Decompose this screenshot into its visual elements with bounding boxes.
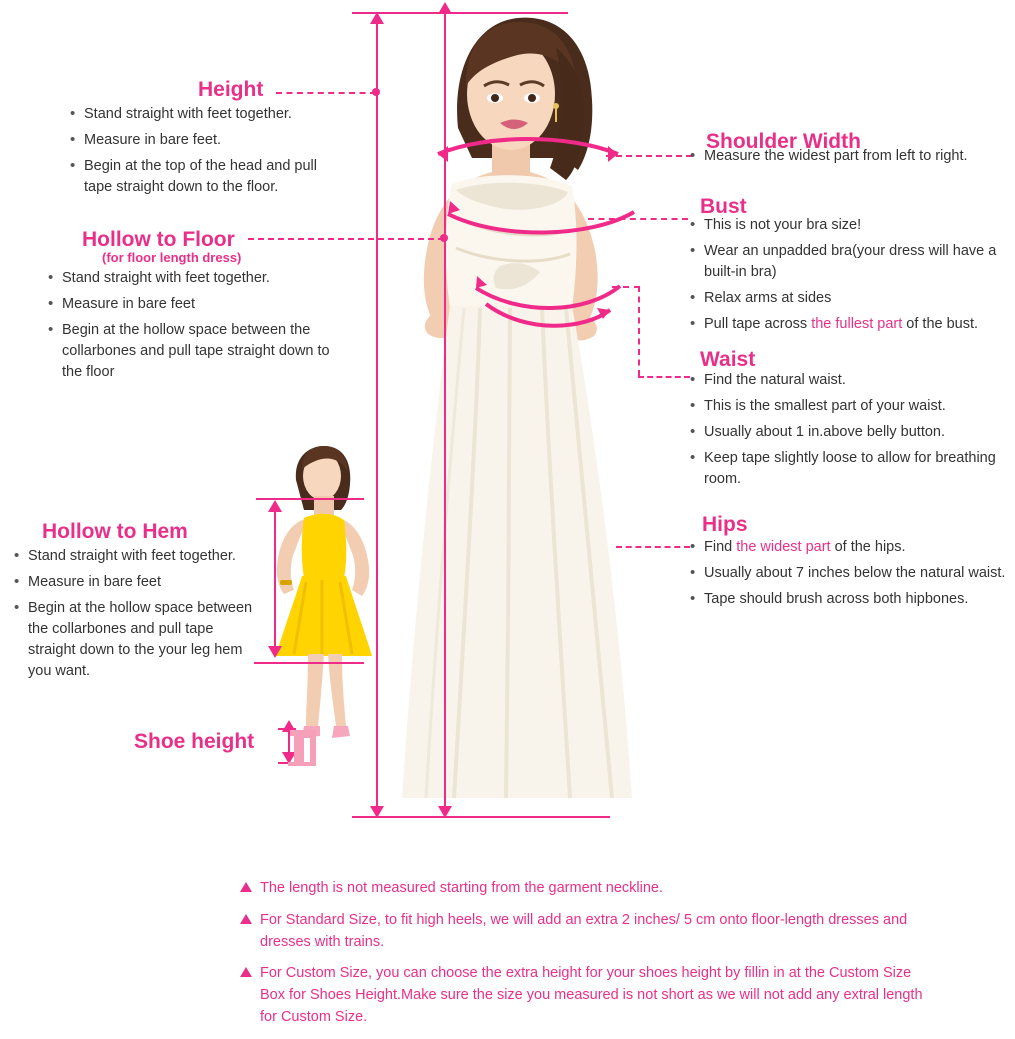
waist-connector-top [612, 286, 640, 288]
height-measure-line [376, 24, 378, 814]
high-heel-shoe-icon [286, 722, 330, 770]
list-item-bust-fullest [688, 314, 1008, 335]
list-item: • Begin at the hollow space between the collarbones and pull tape straight down to the your leg hem you want. [12, 598, 262, 682]
bust-pre: Pull tape across [704, 316, 812, 333]
list-item: • Begin at the top of the head and pull tape straight down to the floor. [68, 156, 348, 198]
note-item [240, 910, 940, 954]
list-item: • Usually about 1 in.above belly button. [688, 422, 1008, 443]
warning-triangle-icon [240, 914, 252, 924]
list-item: • Measure in bare feet. [68, 130, 348, 151]
list-item: • Measure the widest part from left to right. [688, 146, 1008, 167]
top-cap-line [352, 12, 568, 14]
hollow-to-floor-label-connector [248, 238, 444, 240]
hips-highlight: the widest part [736, 539, 831, 555]
height-label-connector [276, 92, 376, 94]
list-item: • This is the smallest part of your waist. [688, 396, 1008, 417]
hips-post: of the hips. [830, 539, 906, 555]
list-item: • Relax arms at sides [688, 288, 1008, 309]
hollow-to-hem-arrow-bottom [268, 646, 282, 658]
bust-bullets [688, 215, 1008, 340]
note-item [240, 963, 940, 1028]
waist-bullets [688, 370, 1008, 495]
note-text: For Standard Size, to fit high heels, we will add an extra 2 inches/ 5 cm onto floor-length dresses and dresses with trains. [260, 911, 908, 950]
waist-heading: Waist [700, 348, 756, 371]
warning-triangle-icon [240, 967, 252, 977]
height-heading: Height [198, 78, 264, 101]
list-item: • This is not your bra size! [688, 215, 1008, 236]
bust-connector [588, 218, 688, 220]
hips-pre: Find [704, 539, 737, 555]
hollow-to-hem-bullets [12, 546, 262, 687]
hips-connector [616, 546, 690, 548]
shoe-height-heading: Shoe height [134, 730, 255, 753]
hips-heading: Hips [702, 513, 748, 536]
hollow-to-floor-heading: Hollow to Floor [82, 228, 235, 251]
hollow-to-floor-subheading: (for floor length dress) [102, 250, 242, 265]
list-item: • Stand straight with feet together. [12, 546, 262, 567]
list-item: • Find the natural waist. [688, 370, 1008, 391]
list-item-hips-widest [688, 537, 1008, 558]
bust-post: of the bust. [902, 316, 979, 333]
waist-connector-vertical [638, 286, 640, 376]
hips-curve [480, 296, 616, 336]
short-dress-model-illustration [250, 440, 390, 770]
hollow-to-hem-heading: Hollow to Hem [42, 520, 188, 543]
hollow-to-hem-arrow-top [268, 500, 282, 512]
list-item: • Measure in bare feet [46, 294, 336, 315]
bust-curve [440, 200, 640, 248]
list-item: • Stand straight with feet together. [68, 104, 348, 125]
hips-bullets [688, 537, 1008, 615]
bottom-cap-line [352, 816, 610, 818]
hollow-to-hem-bottom-line [254, 662, 364, 664]
footer-notes [240, 878, 940, 1039]
list-item: • Wear an unpadded bra(your dress will have a built-in bra) [688, 241, 1008, 283]
shoulder-width-bullets [688, 146, 1008, 172]
tall-model-illustration [380, 8, 680, 818]
bust-heading: Bust [700, 195, 747, 218]
bust-highlight: the fullest part [811, 316, 903, 333]
list-item: • Keep tape slightly loose to allow for breathing room. [688, 448, 1008, 490]
note-text: For Custom Size, you can choose the extra height for your shoes height by fillin in at the Custom Size Box for Shoes Height.Make sure the size you measured is not short as we will not add any extral length for Custom Size. [260, 965, 923, 1025]
list-item: • Stand straight with feet together. [46, 268, 336, 289]
note-text: The length is not measured starting from the garment neckline. [260, 880, 663, 896]
hollow-to-floor-measure-line [444, 12, 446, 816]
list-item: • Usually about 7 inches below the natural waist. [688, 563, 1008, 584]
list-item: • Tape should brush across both hipbones. [688, 589, 1008, 610]
warning-triangle-icon [240, 882, 252, 892]
shoulder-width-connector [606, 155, 692, 157]
list-item: • Measure in bare feet [12, 572, 262, 593]
height-bullets [68, 104, 348, 203]
hollow-to-floor-bullets [46, 268, 336, 388]
shoulder-width-heading: Shoulder Width [706, 130, 861, 153]
shoulder-width-curve [428, 136, 628, 176]
waist-connector-horizontal [638, 376, 690, 378]
list-item: • Begin at the hollow space between the collarbones and pull tape straight down to the floor [46, 320, 336, 383]
note-item [240, 878, 940, 900]
hollow-to-hem-measure-line [274, 512, 276, 652]
